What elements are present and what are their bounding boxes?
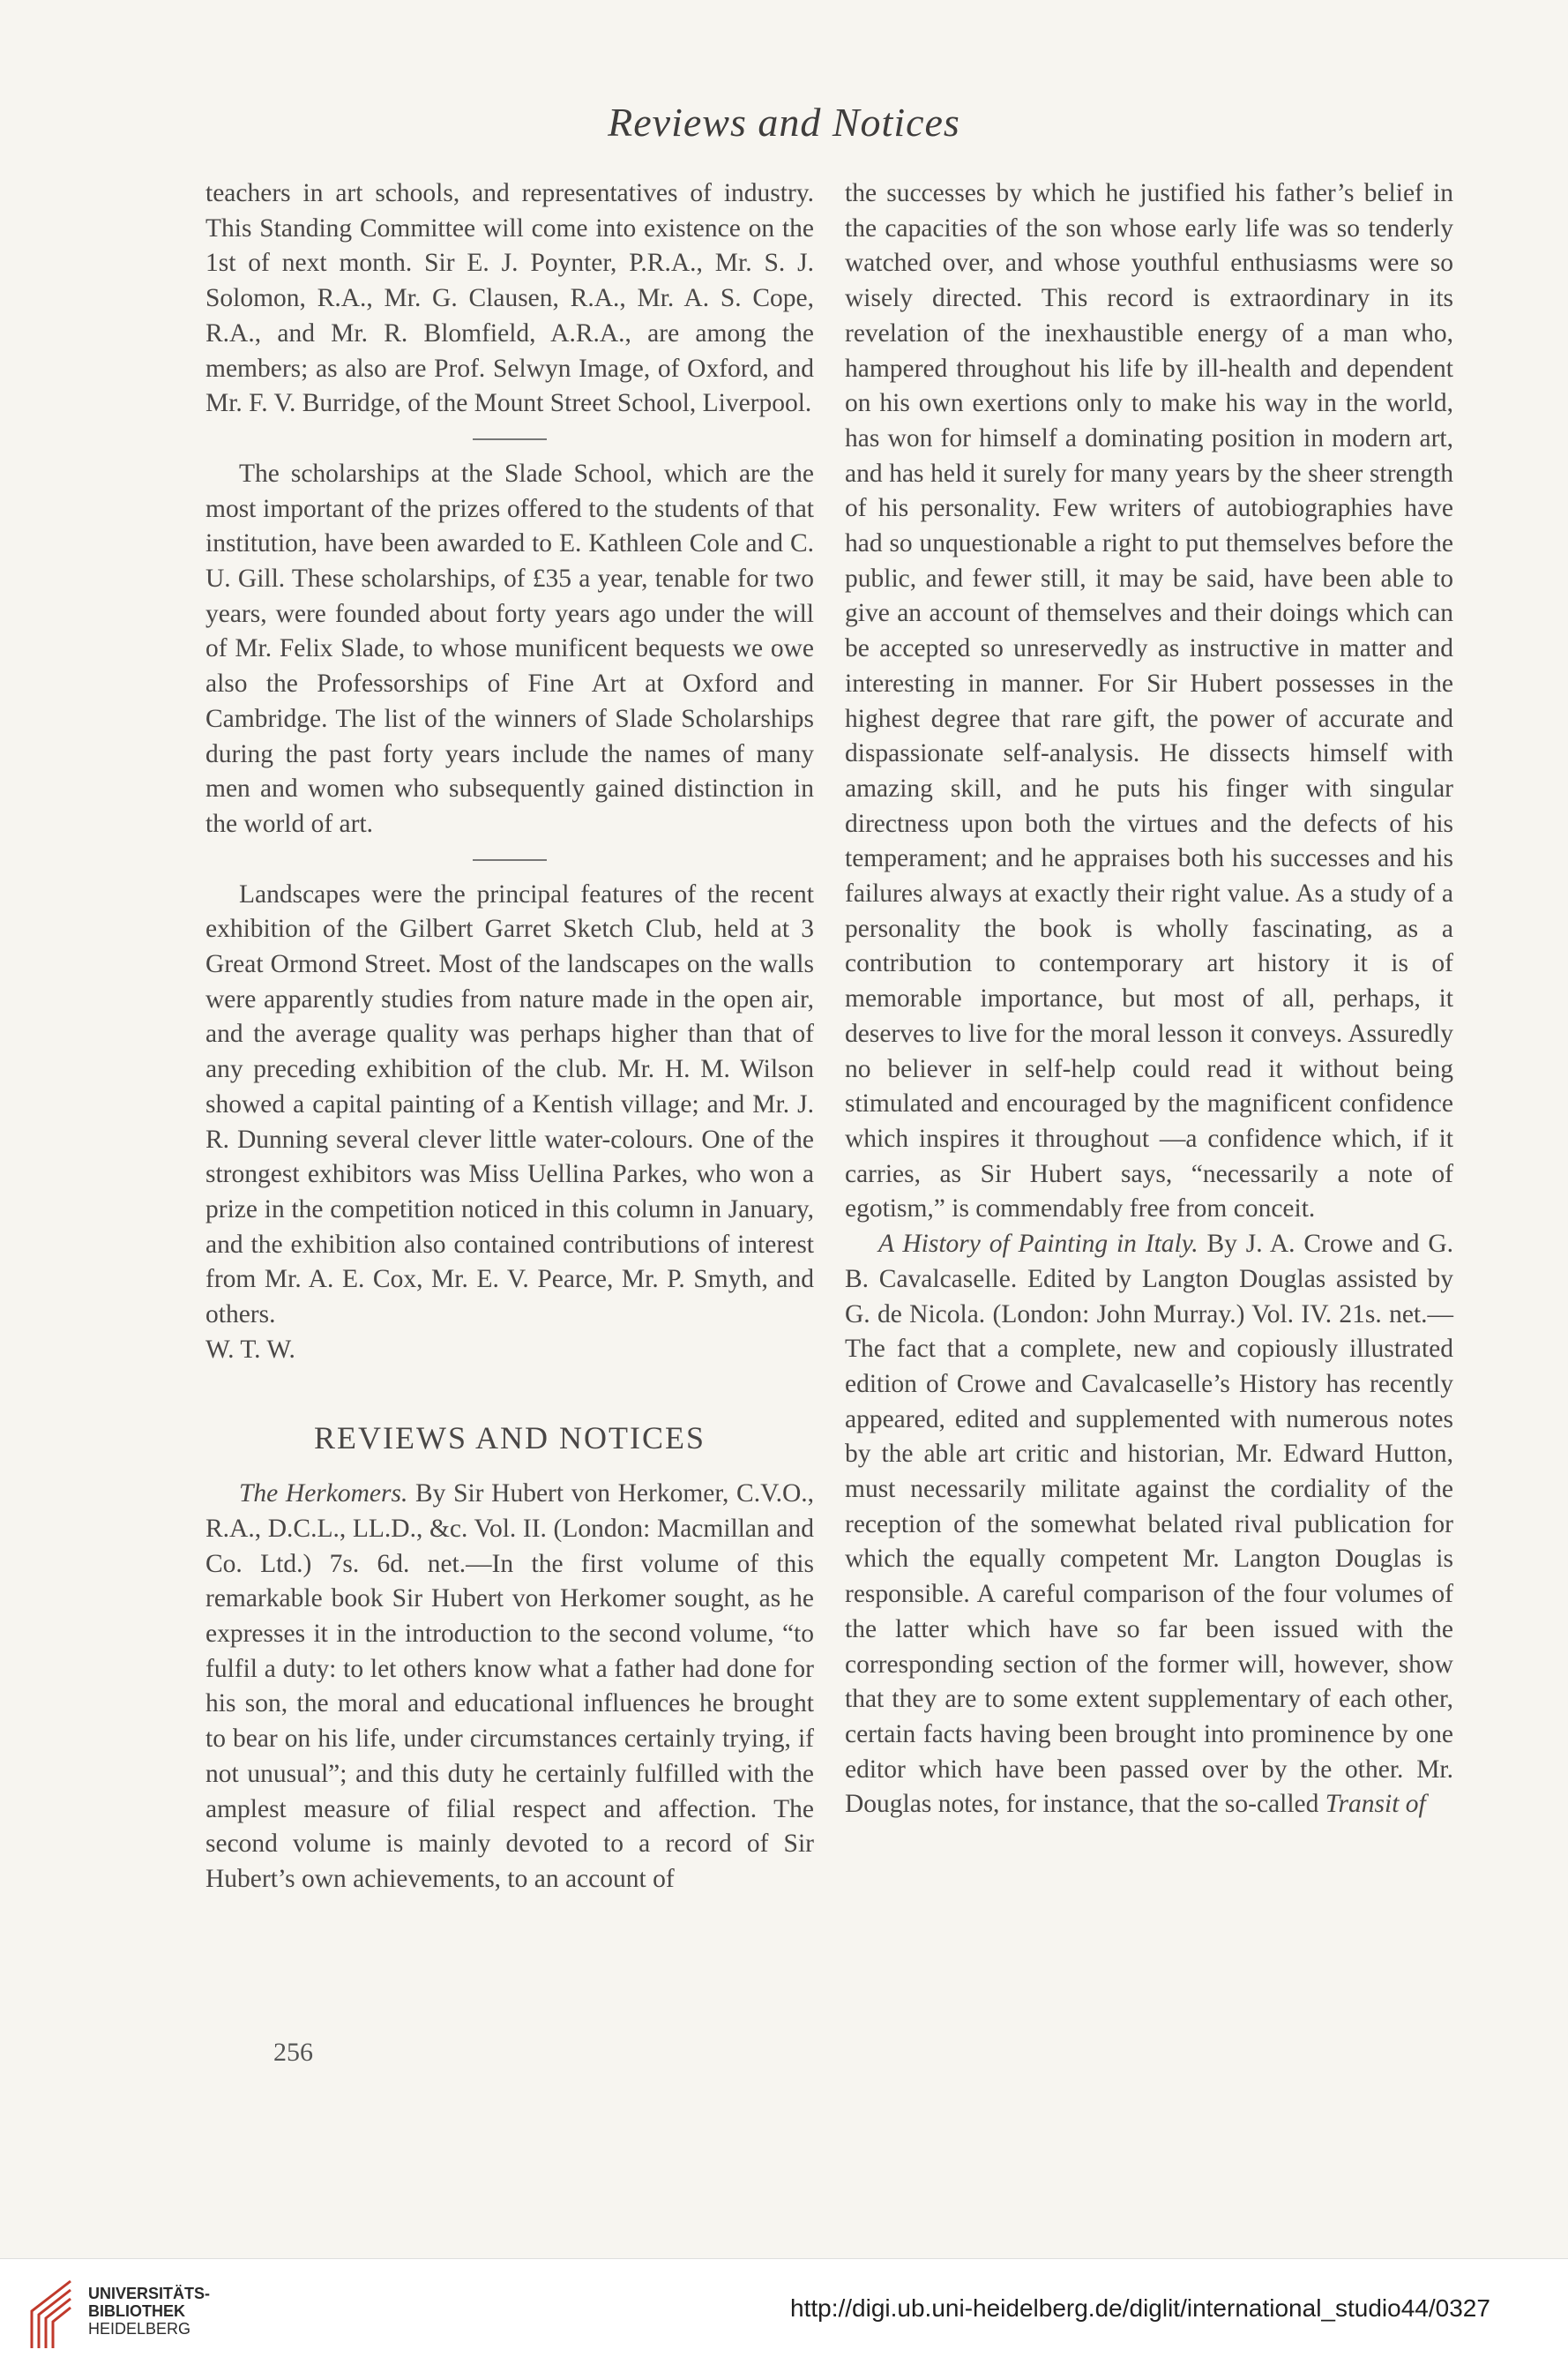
library-name [88, 2285, 210, 2338]
author-signature: W. T. W. [205, 1335, 295, 1364]
left-column [205, 176, 814, 1897]
italic-phrase: Transit of [1325, 1790, 1426, 1819]
book-title: The Herkomers. [239, 1479, 408, 1508]
library-logo-icon [26, 2276, 76, 2352]
library-name-line: UNIVERSITÄTS- [88, 2285, 211, 2302]
library-name-line: HEIDELBERG [88, 2320, 191, 2338]
review-entry [205, 1477, 814, 1897]
section-divider [473, 859, 547, 861]
page-number: 256 [273, 2038, 313, 2067]
section-heading: REVIEWS AND NOTICES [314, 1419, 706, 1455]
running-head: Reviews and Notices [608, 100, 960, 145]
book-title: A History of Painting in Italy. [878, 1230, 1198, 1259]
paragraph: the successes by which he justified his father’s belief in the capacities of the son whose early life was so tenderly watched over, and whose youthful enthusiasms were so wisely directed. This record is extraordinary in its revelation of the inexhaustible energy of a man who, hampered throughout his life by ill-health and dependent on his own exertions only to make his way in the world, has won for himself a dominating position in modern art, and has held it surely for many years by the sheer strength of his personality. Few writers of autobiographies have had so unquestionable a right to put themselves before the public, and fewer still, it may be said, have been able to give an account of themselves and their doings which can be accepted so unreservedly as instructive in matter and interesting in manner. For Sir Hubert possesses in the highest degree that rare gift, the power of accurate and dispassionate self-analysis. He dissects himself with amazing skill, and he puts his finger with singular directness upon both the virtues and the defects of his temperament; and he appraises both his successes and his failures always at exactly their right value. As a study of a personality the book is wholly fascinating, as a contribution to contemporary art history it is of memorable importance, but most of all, perhaps, it deserves to live for the moral lesson it conveys. Assuredly no believer in self-help could read it without being stimulated and encouraged by the magnificent confidence which inspires it throughout —a confidence which, if it carries, as Sir Hubert says, “necessarily a note of egotism,” is commendably free from conceit. [845, 179, 1453, 1223]
review-text: By J. A. Crowe and G. B. Cavalcaselle. Edited by Langton Douglas assisted by G. de Nicola. (London: John Murray.) Vol. IV. 21s. net.—The fact that a complete, new and copiously illustrated edition of Crowe and Cavalcaselle’s History has recently appeared, edited and supplemented with numerous notes by the able art critic and historian, Mr. Edward Hutton, must necessarily militate against the cordiality of the reception of the somewhat belated rival publication for which the equally competent Mr. Langton Douglas is responsible. A careful comparison of the four volumes of the latter which have so far been issued with the corresponding section of the former will, however, show that they are to some extent supplementary of each other, certain facts having been brought into prominence by one editor which have been passed over by the other. Mr. Douglas notes, for instance, that the so-called [845, 1230, 1453, 1819]
paragraph: The scholarships at the Slade School, which are the most important of the prizes offered to the students of that institution, have been awarded to E. Kathleen Cole and C. U. Gill. These scholarships, of £35 a year, tenable for two years, were founded about forty years ago under the will of Mr. Felix Slade, to whose munificent bequests we owe also the Professorships of Fine Art at Oxford and Cambridge. The list of the winners of Slade Scholarships during the past forty years include the names of many men and women who subsequently gained distinction in the world of art. [205, 459, 814, 838]
paragraph: Landscapes were the principal features of the recent exhibition of the Gilbert Garret Sketch Club, held at 3 Great Ormond Street. Most of the landscapes on the walls were apparently studies from nature made in the open air, and the average quality was perhaps higher than that of any preceding exhibition of the club. Mr. H. M. Wilson showed a capital painting of a Kentish village; and Mr. J. R. Dunning several clever little water-colours. One of the strongest exhibitors was Miss Uellina Parkes, who won a prize in the competition noticed in this column in January, and the exhibition also contained contributions of interest from Mr. A. E. Cox, Mr. E. V. Pearce, Mr. P. Smyth, and others. [205, 879, 814, 1329]
review-entry [845, 1227, 1453, 1822]
paragraph: teachers in art schools, and representatives of industry. This Standing Committee will come into existence on the 1st of next month. Sir E. J. Poynter, P.R.A., Mr. S. J. Solomon, R.A., Mr. G. Clausen, R.A., Mr. A. S. Cope, R.A., and Mr. R. Blomfield, A.R.A., are among the members; as also are Prof. Selwyn Image, of Oxford, and Mr. F. V. Burridge, of the Mount Street School, Liverpool. [205, 179, 814, 418]
library-name-line: BIBLIOTHEK [88, 2302, 185, 2320]
right-column [845, 176, 1453, 1822]
source-url-link[interactable]: http://digi.ub.uni-heidelberg.de/diglit/international_studio44/0327 [790, 2294, 1490, 2322]
section-divider [473, 438, 547, 440]
review-text: By Sir Hubert von Herkomer, C.V.O., R.A., D.C.L., LL.D., &c. Vol. II. (London: Macmillan and Co. Ltd.) 7s. 6d. net.—In the first volume of this remarkable book Sir Hubert von Herkomer sought, as he expresses it in the introduction to the second volume, “to fulfil a duty: to let others know what a father had done for his son, the moral and educational influences he brought to bear on his life, under circumstances certainly trying, if not unusual”; and this duty he certainly fulfilled with the amplest measure of filial respect and affection. The second volume is mainly devoted to a record of Sir Hubert’s own achievements, to an account of [205, 1479, 814, 1893]
